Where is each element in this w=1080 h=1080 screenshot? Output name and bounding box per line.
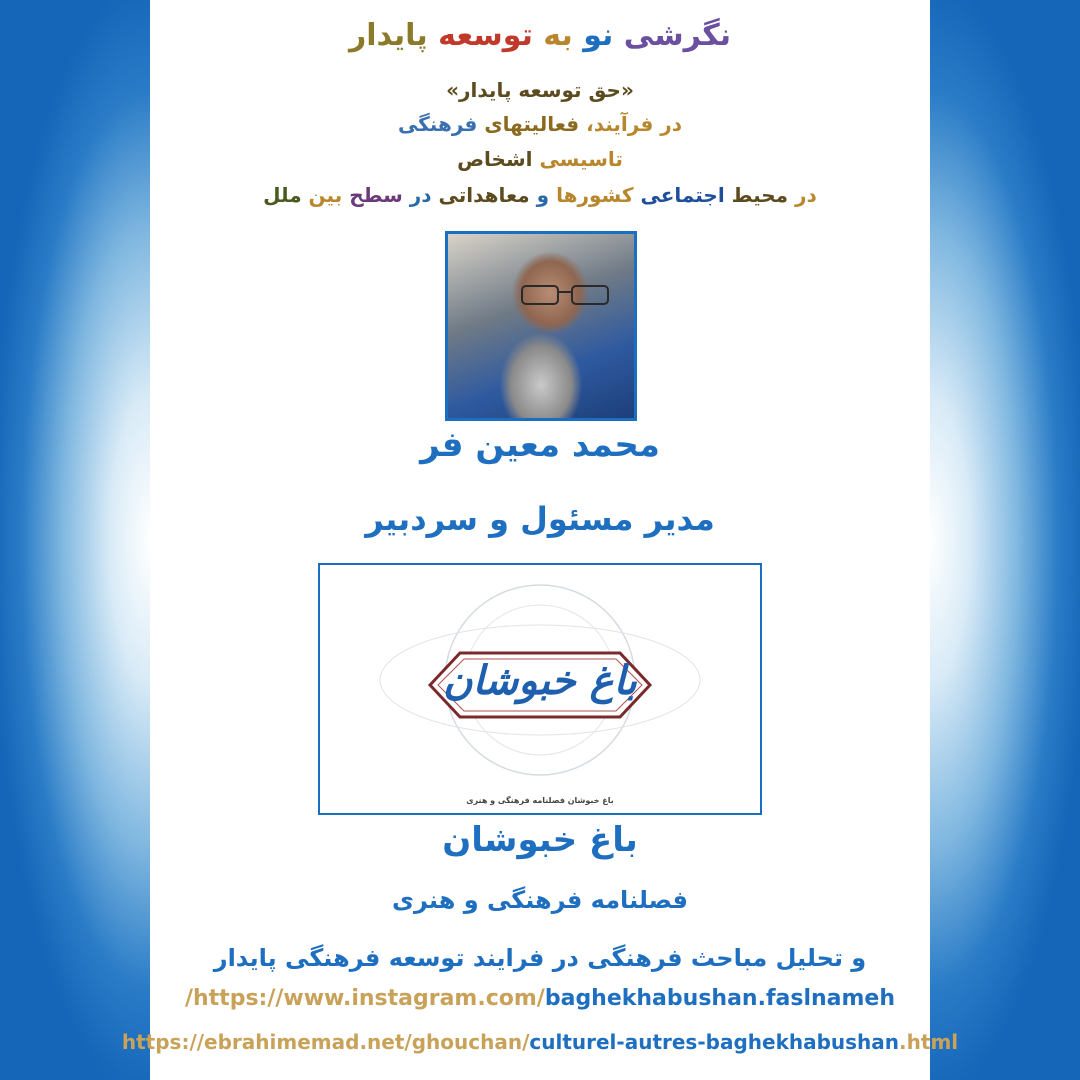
subtitle-4-word-2: اجتماعی xyxy=(640,183,725,207)
portrait-photo xyxy=(445,231,637,421)
instagram-link[interactable] xyxy=(0,986,1080,1011)
subtitle-4-word-0: در xyxy=(795,183,817,207)
magazine-name: باغ خبوشان xyxy=(442,820,638,860)
website-link-part-1: culturel-autres-baghekhabushan xyxy=(529,1030,900,1054)
title-word-1: نو xyxy=(583,18,614,53)
subtitle-4-word-7: سطح xyxy=(349,183,403,207)
subtitle-line-1 xyxy=(0,78,1080,102)
person-role: مدیر مسئول و سردبیر xyxy=(365,500,715,538)
subtitle-1-word-0: «حق توسعه پایدار» xyxy=(446,78,634,102)
page-title xyxy=(0,18,1080,53)
magazine-type: فصلنامه فرهنگی و هنری xyxy=(391,886,689,914)
subtitle-2-word-0: در فرآیند، xyxy=(586,112,683,136)
subtitle-4-word-1: محیط xyxy=(731,183,789,207)
subtitle-4-word-5: معاهداتی xyxy=(438,183,530,207)
magazine-description: و تحلیل مباحث فرهنگی در فرایند توسعه فرهنگی پایدار xyxy=(213,944,867,972)
logo-caption: باغ خبوشان فصلنامه فرهنگی و هنری xyxy=(466,796,614,805)
website-link[interactable] xyxy=(0,1030,1080,1054)
website-link-part-0: https://ebrahimemad.net/ghouchan/ xyxy=(121,1030,530,1054)
instagram-link-part-0: /https://www.instagram.com/ xyxy=(184,986,545,1011)
subtitle-3-word-1: اشخاص xyxy=(457,147,533,171)
title-word-4: پایدار xyxy=(349,18,428,53)
website-link-part-2: .html xyxy=(899,1030,959,1054)
subtitle-line-2 xyxy=(0,112,1080,136)
instagram-link-part-1: baghekhabushan.faslnameh xyxy=(544,986,896,1011)
title-word-0: نگرشی xyxy=(623,18,731,53)
subtitle-3-word-0: تاسیسی xyxy=(539,147,623,171)
subtitle-line-4 xyxy=(0,183,1080,207)
subtitle-4-word-6: در xyxy=(409,183,432,207)
logo-calligraphy: باغ خبوشان xyxy=(443,657,637,704)
subtitle-4-word-8: بین xyxy=(308,183,343,207)
title-word-2: به xyxy=(543,18,573,53)
subtitle-4-word-4: و xyxy=(536,183,550,207)
subtitle-2-word-2: فرهنگی xyxy=(397,112,478,136)
title-word-3: توسعه xyxy=(438,18,533,53)
subtitle-line-3 xyxy=(0,147,1080,171)
person-name: محمد معین فر xyxy=(420,425,660,465)
magazine-logo-frame xyxy=(318,563,762,815)
subtitle-2-word-1: فعالیتهای xyxy=(484,112,580,136)
subtitle-4-word-3: کشورها xyxy=(556,183,634,207)
glasses-graphic xyxy=(518,282,618,308)
subtitle-4-word-9: ملل xyxy=(263,183,302,207)
